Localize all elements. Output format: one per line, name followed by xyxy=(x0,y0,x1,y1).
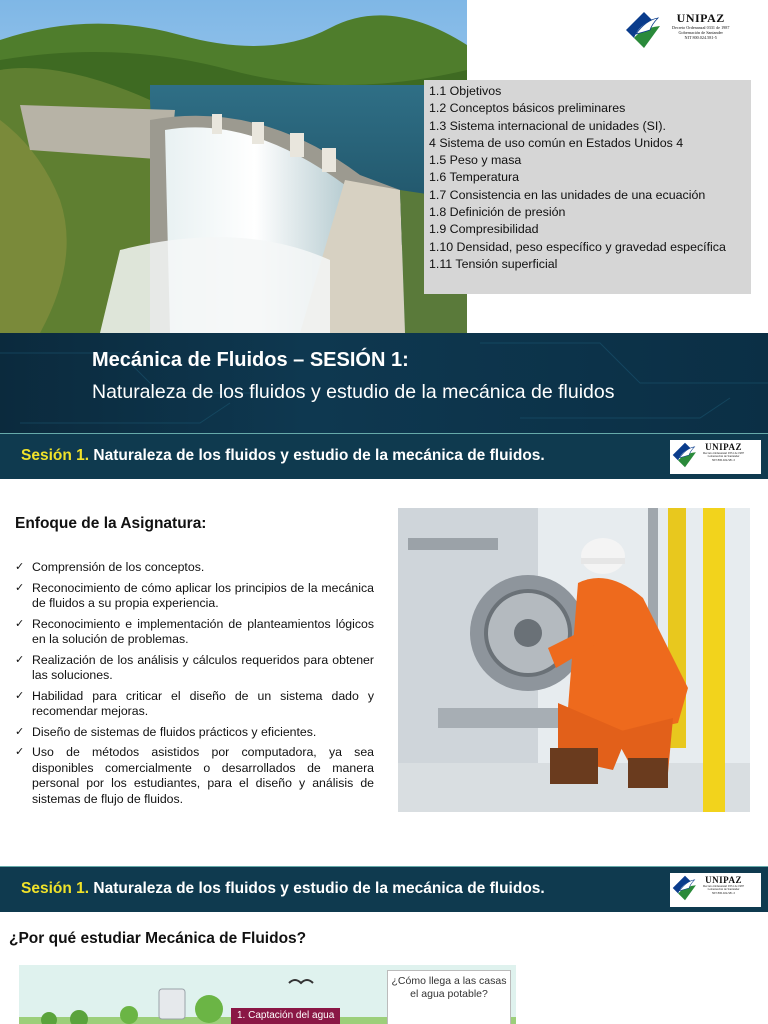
logo-decree: Decreto Ordenanzal 0331 de 1987 xyxy=(703,451,745,455)
toc-item: 1.1 Objetivos xyxy=(429,84,502,98)
title-band xyxy=(0,333,768,433)
slide3-heading: ¿Por qué estudiar Mecánica de Fluidos? xyxy=(9,930,307,947)
logo-decree: Decreto Ordenanzal 0331 de 1987 xyxy=(672,25,730,30)
approach-list xyxy=(15,560,374,812)
list-item: ✓ Diseño de sistemas de fluidos prácticos y eficientes. xyxy=(15,724,317,739)
question-box: ¿Cómo llega a las casas el agua potable? xyxy=(387,970,511,1024)
logo-nit: NIT 800.024.581-5 xyxy=(684,34,717,40)
check-icon: ✓ xyxy=(15,561,25,573)
session-number: Sesión 1. xyxy=(21,880,90,897)
slide-title: Mecánica de Fluidos – SESIÓN 1: xyxy=(92,349,409,371)
check-icon: ✓ xyxy=(15,746,25,758)
unipaz-logo xyxy=(670,440,761,474)
toc-item: 1.6 Temperatura xyxy=(429,170,520,185)
step-label: 1. Captación del agua xyxy=(231,1008,340,1024)
list-item: ✓ Comprensión de los conceptos. xyxy=(15,560,205,574)
logo-gov: Gobernación de Santander xyxy=(678,29,723,35)
logo-name: UNIPAZ xyxy=(705,442,742,452)
section-header xyxy=(0,866,768,912)
toc-item: 1.9 Compresibilidad xyxy=(429,222,539,237)
check-icon: ✓ xyxy=(15,617,25,630)
section-header xyxy=(0,433,768,479)
toc-item: 4 Sistema de uso común en Estados Unidos 4 xyxy=(429,135,684,150)
logo-decree: Decreto Ordenanzal 0331 de 1987 xyxy=(703,884,745,888)
unipaz-bird-icon xyxy=(670,440,700,470)
toc-item: 1.11 Tensión superficial xyxy=(429,256,558,271)
toc-item: 1.3 Sistema internacional de unidades (SI). xyxy=(429,118,666,133)
unipaz-bird-icon xyxy=(670,873,700,903)
section-label xyxy=(21,447,545,465)
bird-icon xyxy=(289,980,313,983)
unipaz-bird-icon xyxy=(622,8,666,52)
list-item: ✓ Habilidad para criticar el diseño de un sistema dado y recomendar mejoras. xyxy=(15,688,374,718)
unipaz-logo xyxy=(622,8,752,54)
session-number: Sesión 1. xyxy=(21,447,90,464)
list-item: ✓ Realización de los análisis y cálculos requeridos para obtener las soluciones. xyxy=(15,652,374,682)
toc-item: 1.7 Consistencia en las unidades de una ecuación xyxy=(429,187,706,202)
check-icon: ✓ xyxy=(15,653,25,666)
logo-name: UNIPAZ xyxy=(676,11,725,25)
toc-item: 1.5 Peso y masa xyxy=(429,153,522,168)
logo-gov: Gobernación de Santander xyxy=(707,887,740,892)
toc-item: 1.8 Definición de presión xyxy=(429,205,566,220)
section-label xyxy=(21,880,545,898)
list-item: ✓ Reconocimiento de cómo aplicar los principios de la mecánica de fluidos a su propia experiencia. xyxy=(15,580,374,610)
logo-gov: Gobernación de Santander xyxy=(707,454,740,459)
logo-nit: NIT 800.024.581-5 xyxy=(711,457,736,462)
slide2-heading: Enfoque de la Asignatura: xyxy=(15,515,207,532)
check-icon: ✓ xyxy=(15,689,25,702)
water-infographic xyxy=(19,965,516,1024)
dam-photo xyxy=(0,0,467,333)
toc-item: 1.10 Densidad, peso específico y gravedad específica xyxy=(429,239,726,254)
logo-nit: NIT 800.024.581-5 xyxy=(711,890,736,895)
logo-name: UNIPAZ xyxy=(705,875,742,885)
session-title: Naturaleza de los fluidos y estudio de la mecánica de fluidos. xyxy=(93,447,545,464)
list-item: ✓ Uso de métodos asistidos por computadora, ya sea disponibles comercialmente o desarrollados de manera personal por los estudiantes, para el diseño y análisis de sistemas de flujo de fluidos. xyxy=(15,745,374,806)
unipaz-logo xyxy=(670,873,761,907)
slide-subtitle: Naturaleza de los fluidos y estudio de la mecánica de fluidos xyxy=(92,381,615,403)
toc-item: 1.2 Conceptos básicos preliminares xyxy=(429,101,626,116)
table-of-contents xyxy=(424,80,751,294)
check-icon: ✓ xyxy=(15,725,25,738)
list-item: ✓ Reconocimiento e implementación de planteamientos lógicos en la solución de problemas. xyxy=(15,616,374,646)
check-icon: ✓ xyxy=(15,581,25,594)
engineer-photo xyxy=(398,508,750,812)
session-title: Naturaleza de los fluidos y estudio de la mecánica de fluidos. xyxy=(93,880,545,897)
